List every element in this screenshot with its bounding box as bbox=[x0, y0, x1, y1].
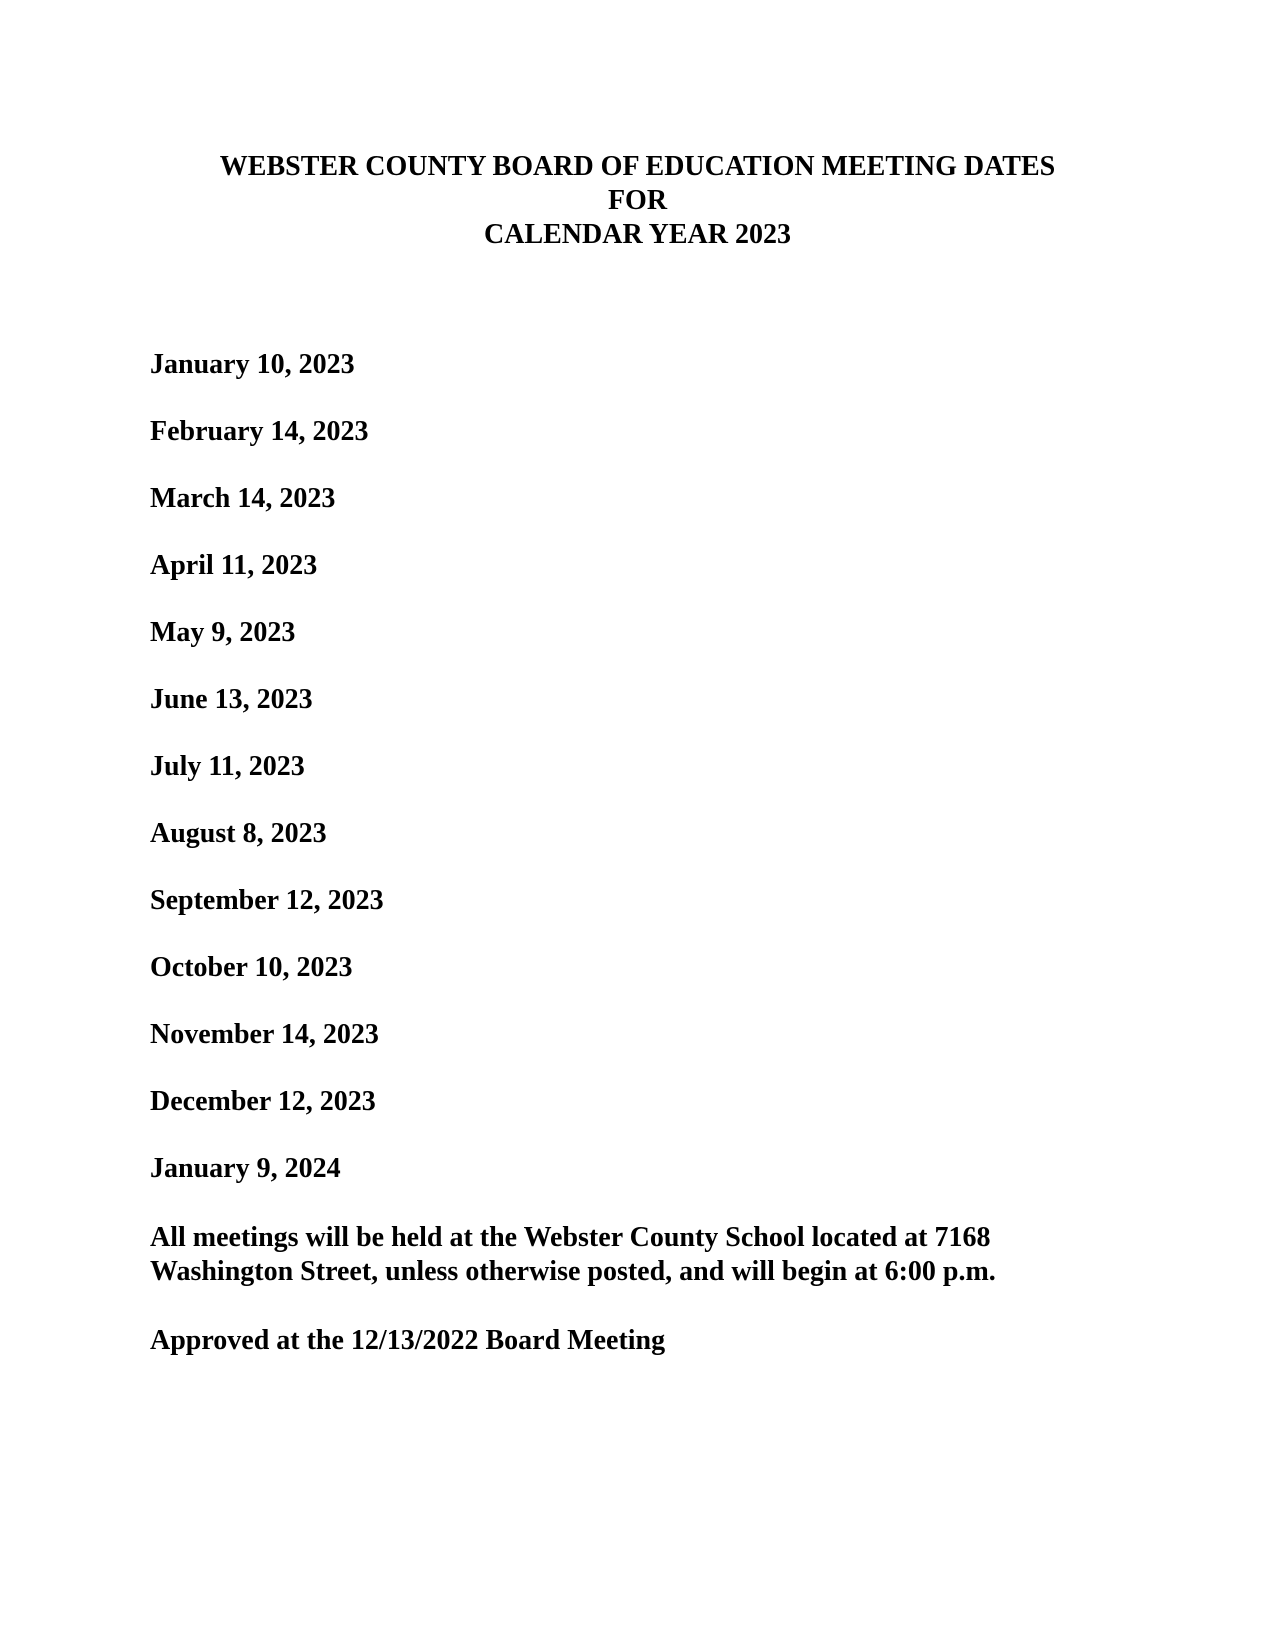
meeting-dates-list bbox=[150, 349, 1150, 1220]
meeting-date: June 13, 2023 bbox=[150, 684, 313, 715]
meeting-date: October 10, 2023 bbox=[150, 952, 353, 983]
title-line-3: CALENDAR YEAR 2023 bbox=[484, 219, 791, 250]
meeting-date: April 11, 2023 bbox=[150, 550, 318, 581]
meeting-date: March 14, 2023 bbox=[150, 483, 336, 514]
meeting-date: December 12, 2023 bbox=[150, 1086, 376, 1117]
meeting-date: July 11, 2023 bbox=[150, 751, 305, 782]
note-line-2: Washington Street, unless otherwise posted, and will begin at 6:00 p.m. bbox=[150, 1256, 996, 1287]
title-line-2: FOR bbox=[607, 185, 668, 216]
approval-statement: Approved at the 12/13/2022 Board Meeting bbox=[150, 1325, 666, 1356]
meeting-location-note bbox=[150, 1221, 1150, 1289]
meeting-date: January 10, 2023 bbox=[150, 349, 355, 380]
meeting-date: January 9, 2024 bbox=[150, 1153, 341, 1184]
document-title bbox=[0, 150, 1275, 252]
title-line-1: WEBSTER COUNTY BOARD OF EDUCATION MEETING DATES bbox=[219, 151, 1056, 182]
meeting-date: May 9, 2023 bbox=[150, 617, 296, 648]
meeting-date: February 14, 2023 bbox=[150, 416, 369, 447]
note-line-1: All meetings will be held at the Webster County School located at 7168 bbox=[150, 1222, 991, 1253]
meeting-date: November 14, 2023 bbox=[150, 1019, 379, 1050]
meeting-date: August 8, 2023 bbox=[150, 818, 327, 849]
meeting-date: September 12, 2023 bbox=[150, 885, 384, 916]
